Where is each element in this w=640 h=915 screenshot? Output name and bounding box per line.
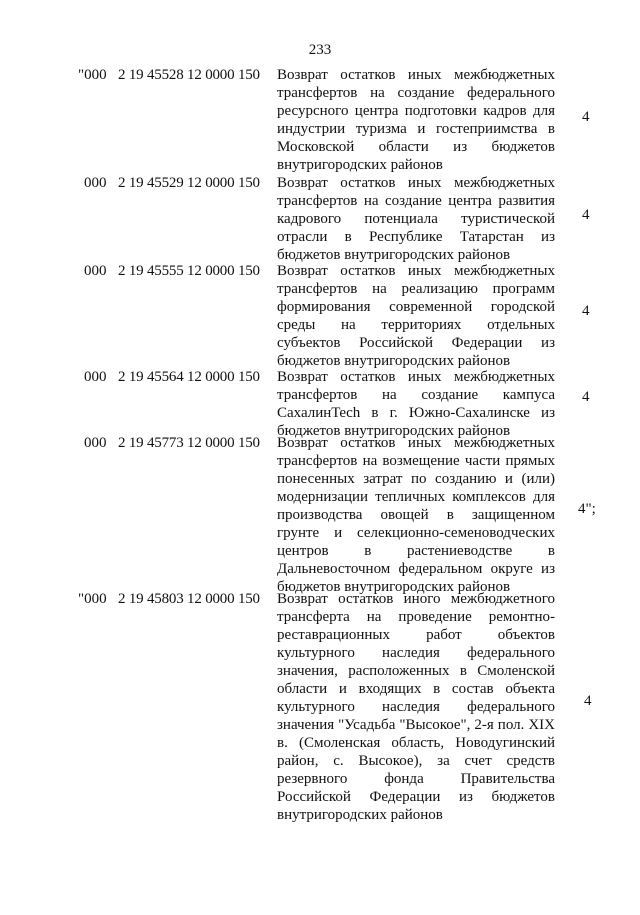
row-description: Возврат остатков иных межбюджетных трансфертов на создание федерального ресурсного центра подготовки кадров для индустрии туризма и гостеприимства в Московской области из бюджетов внутригородских районов	[277, 67, 555, 173]
row-code: 000	[84, 263, 107, 279]
row-kbk: 2 19 45528 12 0000 150	[118, 67, 260, 83]
table-row	[0, 590, 640, 823]
row-code: 000	[84, 369, 107, 385]
row-kbk: 2 19 45529 12 0000 150	[118, 175, 260, 191]
row-description: Возврат остатков иных межбюджетных трансфертов на создание центра развития кадрового потенциала туристической отрасли в Республике Татарстан из бюджетов внутригородских районов	[277, 175, 555, 263]
table-row	[0, 174, 640, 262]
row-kbk: 2 19 45564 12 0000 150	[118, 369, 260, 385]
row-code: "000	[78, 67, 107, 83]
row-description: Возврат остатков иных межбюджетных трансфертов на возмещение части прямых понесенных затрат по созданию и (или) модернизации тепличных комплексов для производства овощей в защищенном грунте и селекционно-семеноводческих центров в растениеводстве в Дальневосточном федеральном округе из бюджетов внутригородских районов	[277, 435, 555, 595]
row-description: Возврат остатков иных межбюджетных трансфертов на реализацию программ формирования современной городской среды на территориях отдельных субъектов Российской Федерации из бюджетов внутригородских районов	[277, 263, 555, 369]
row-description: Возврат остатков иного межбюджетного трансферта на проведение ремонтно-реставрационных работ объектов культурного наследия федерального значения, расположенных в Смоленской области и входящих в состав объекта культурного наследия федерального значения "Усадьба "Высокое", 2-я пол. XIX в. (Смоленская область, Новодугинский район, с. Высокое), за счет средств резервного фонда Правительства Российской Федерации из бюджетов внутригородских районов	[277, 591, 555, 823]
table-row	[0, 434, 640, 595]
row-code: 000	[84, 435, 107, 451]
row-code: "000	[78, 591, 107, 607]
row-code: 000	[84, 175, 107, 191]
row-value: 4	[582, 389, 590, 405]
row-value: 4	[582, 207, 590, 223]
row-kbk: 2 19 45773 12 0000 150	[118, 435, 260, 451]
row-value: 4";	[578, 501, 596, 517]
row-value: 4	[582, 109, 590, 125]
table-row	[0, 66, 640, 172]
row-kbk: 2 19 45803 12 0000 150	[118, 591, 260, 607]
page-number: 233	[308, 42, 332, 58]
table-row	[0, 262, 640, 368]
row-value: 4	[582, 303, 590, 319]
row-description: Возврат остатков иных межбюджетных трансфертов на создание кампуса СахалинTech в г. Южно-Сахалинске из бюджетов внутригородских районов	[277, 369, 555, 439]
row-kbk: 2 19 45555 12 0000 150	[118, 263, 260, 279]
row-value: 4	[584, 693, 592, 709]
table-row	[0, 368, 640, 438]
